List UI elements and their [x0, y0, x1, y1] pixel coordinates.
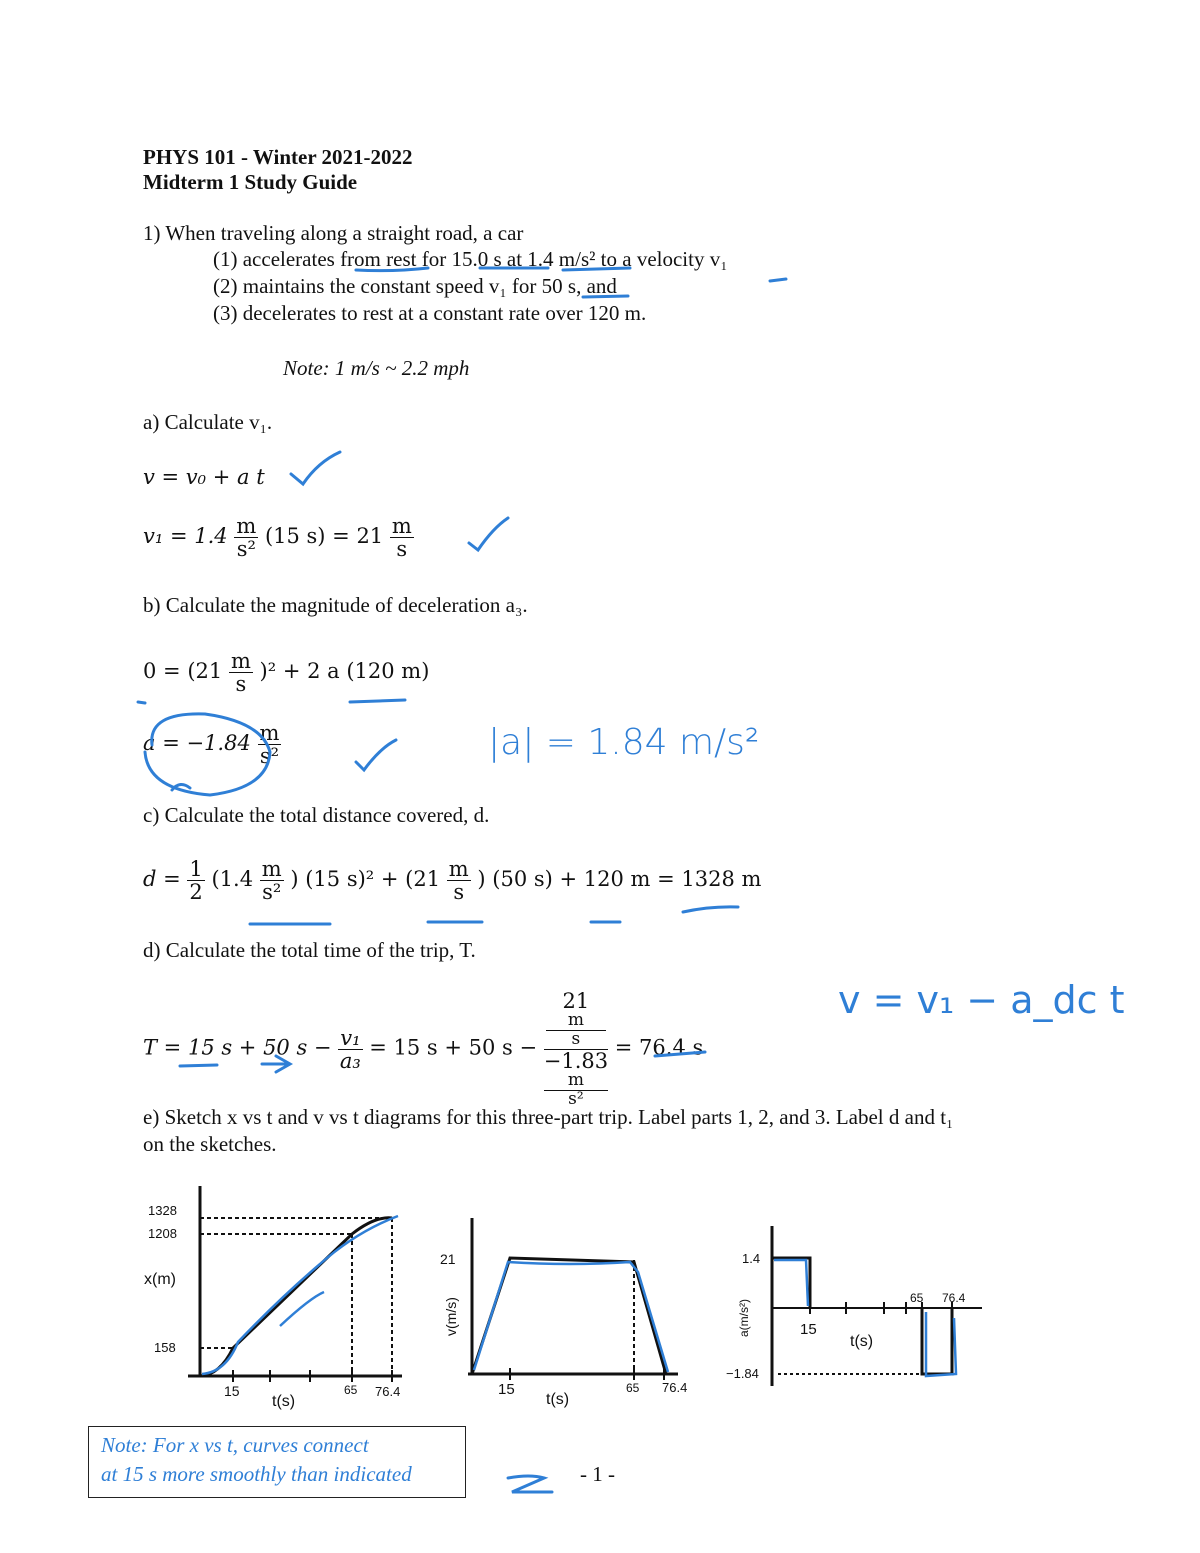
- part-b-eq2: a = −1.84 $\frac{m}{\text{s²}}$: [143, 721, 280, 769]
- x-tick-76: 76.4: [375, 1384, 401, 1399]
- v-tick-21: 21: [440, 1251, 456, 1267]
- underline-accel: [563, 268, 630, 270]
- problem-step-1: (1) accelerates from rest for 15.0 s at 1.4 m/s² to a velocity v₁: [213, 247, 728, 271]
- problem-note: Note: 1 m/s ~ 2.2 mph: [283, 356, 470, 380]
- check-mark-a1: [291, 452, 340, 484]
- x-tick-15: 15: [224, 1383, 240, 1399]
- a-graph-y-label: a(m/s²): [737, 1299, 751, 1337]
- problem-intro: 1) When traveling along a straight road, a car: [143, 221, 524, 245]
- part-d-label: d) Calculate the total time of the trip, T.: [143, 938, 476, 962]
- eq2-left: v₁ = 1.4: [143, 524, 228, 549]
- a-tick-neg1.84: −1.84: [726, 1366, 759, 1381]
- problem-step-3: (3) decelerates to rest at a constant rate over 120 m.: [213, 301, 647, 325]
- check-mark-b: [356, 740, 396, 770]
- underline-120m: [350, 700, 405, 702]
- v-graph-x-label: t(s): [546, 1391, 570, 1408]
- a-tick-15: 15: [800, 1321, 817, 1338]
- arrow-50s: [262, 1056, 290, 1072]
- underline-1328: [683, 907, 738, 912]
- footer-note-line-1: Note: For x vs t, curves connect: [101, 1433, 369, 1457]
- a-vs-t-graph: [726, 1222, 990, 1392]
- part-e-label-1: e) Sketch x vs t and v vs t diagrams for this three-part trip. Label parts 1, 2, and 3. Label d and t₁: [143, 1105, 954, 1129]
- x-graph-x-label: t(s): [272, 1393, 296, 1410]
- v-graph-y-label: v(m/s): [443, 1297, 459, 1336]
- part-c-eq: d = $\frac{1}{2}$ (1.4 $\frac{m}{\text{s²}}$ ) (15 s)² + (21 $\frac{m}{s}$ ) (50 s) + 120 m = 1328 m: [143, 857, 762, 905]
- part-e-label-2: on the sketches.: [143, 1132, 277, 1156]
- v-curve-blue: [474, 1262, 668, 1372]
- x-tick-65: 65: [344, 1383, 358, 1397]
- part-b-label: b) Calculate the magnitude of deceleration a₃.: [143, 593, 528, 617]
- circle-a-value: [145, 714, 270, 795]
- handwritten-accel-magnitude: |a| = 1.84 m/s²: [488, 722, 760, 763]
- part-a-eq2: v₁ = 1.4 $\frac{m}{\text{s²}}$ (15 s) = 21 $\frac{m}{s}$: [143, 514, 412, 562]
- page-number: - 1 -: [580, 1462, 615, 1486]
- handwritten-final-velocity: v = v₁ − a_dc t: [838, 978, 1125, 1022]
- v-tick-15: 15: [498, 1381, 515, 1398]
- x-graph-y-label: x(m): [144, 1271, 176, 1288]
- scribble-footer: [508, 1476, 552, 1492]
- underline-from-rest: [356, 268, 428, 271]
- a-tick-65: 65: [910, 1291, 924, 1305]
- part-c-label: c) Calculate the total distance covered, d.: [143, 803, 490, 827]
- footer-note-line-2: at 15 s more smoothly than indicated: [101, 1462, 412, 1486]
- underline-15s-d: [180, 1065, 217, 1066]
- x-curve-black: [200, 1218, 392, 1376]
- part-b-eq1: 0 = (21 $\frac{m}{s}$ )² + 2 a (120 m): [143, 649, 430, 697]
- a-curve-1-black: [772, 1258, 810, 1308]
- v-tick-76: 76.4: [662, 1380, 688, 1395]
- v-curve-black: [472, 1258, 666, 1374]
- course-title: PHYS 101 - Winter 2021-2022: [143, 145, 413, 169]
- check-mark-a2: [469, 518, 508, 550]
- v-vs-t-graph: [430, 1212, 710, 1412]
- underline-76: [655, 1052, 705, 1056]
- eq2-mid: (15 s) = 21: [264, 524, 384, 549]
- footer-note-box: [88, 1426, 466, 1498]
- part-a-eq1: v = v₀ + a t: [143, 465, 265, 489]
- problem-step-2: (2) maintains the constant speed v₁ for 50 s, and: [213, 274, 617, 298]
- a-curve-1-blue: [774, 1260, 808, 1306]
- underline-50s: [583, 296, 628, 297]
- x-tick-1208: 1208: [148, 1226, 177, 1241]
- x-tick-158: 158: [154, 1340, 176, 1355]
- a-graph-x-label: t(s): [850, 1333, 874, 1350]
- part-d-eq: T = 15 s + 50 s − $\frac{\text{v₁}}{\text{a₃}}$ = 15 s + 50 s − 21 m s −1.83 m s² = 76.4 s: [143, 989, 704, 1109]
- x-vs-t-graph: [140, 1180, 420, 1410]
- x-tick-1328: 1328: [148, 1203, 177, 1218]
- a-tick-1.4: 1.4: [742, 1251, 761, 1266]
- part-a-label: a) Calculate v₁.: [143, 410, 273, 434]
- a-tick-76: 76.4: [942, 1291, 966, 1305]
- document-subtitle: Midterm 1 Study Guide: [143, 170, 358, 194]
- underline-v1: [770, 279, 786, 281]
- v-tick-65: 65: [626, 1381, 640, 1395]
- tick-zero: [138, 702, 145, 703]
